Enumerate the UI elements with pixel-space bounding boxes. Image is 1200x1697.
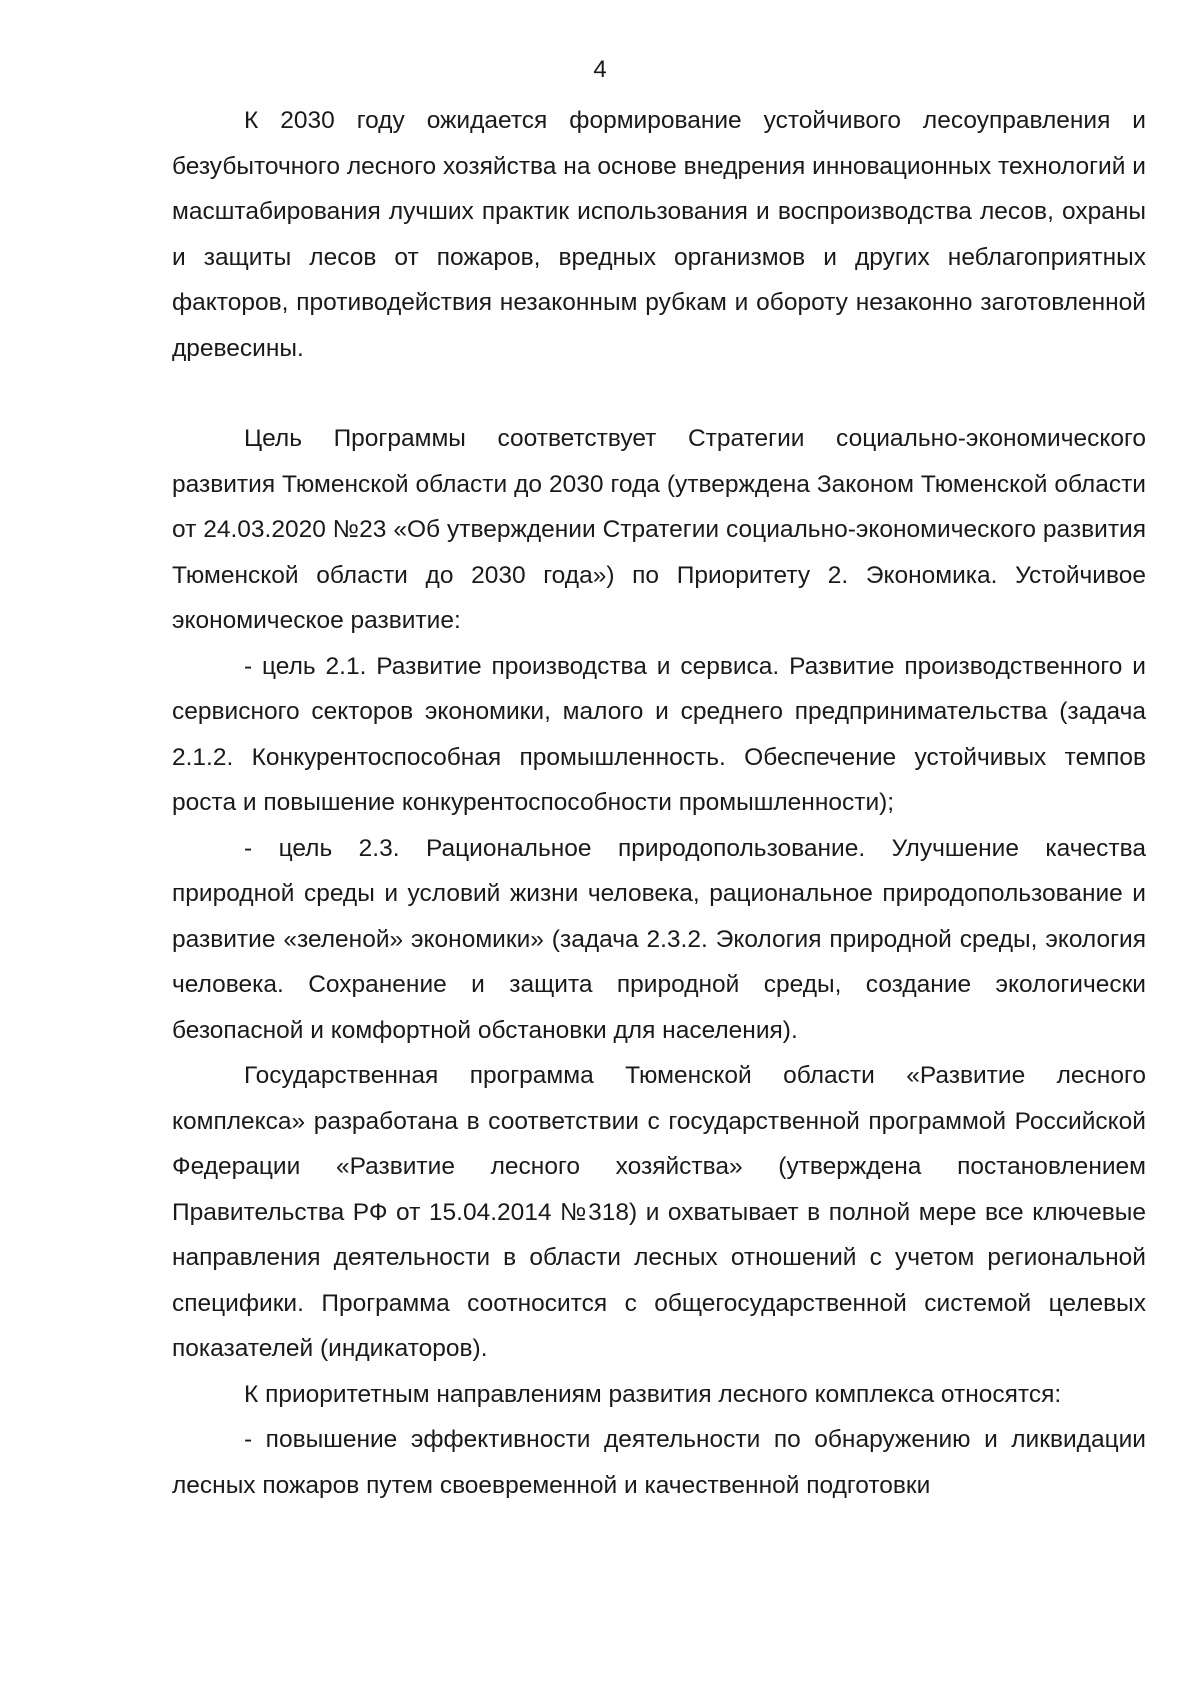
list-item-goal-2-1: - цель 2.1. Развитие производства и сервиса. Развитие производственного и сервисного секторов экономики, малого и среднего предпринимательства (задача 2.1.2. Конкурентоспособная промышленность. Обеспечение устойчивых темпов роста и повышение конкурентоспособности промышленности); bbox=[172, 652, 1146, 816]
page-number: 4 bbox=[593, 56, 607, 83]
paragraph-forecast-2030: К 2030 году ожидается формирование устойчивого лесоуправления и безубыточного лесного хозяйства на основе внедрения инновационных технологий и масштабирования лучших практик использования и воспроизводства лесов, охраны и защиты лесов от пожаров, вредных организмов и других неблагоприятных факторов, противодействия незаконным рубкам и обороту незаконно заготовленной древесины. bbox=[172, 107, 1146, 362]
document-body bbox=[172, 98, 1146, 1508]
paragraph-program-goal: Цель Программы соответствует Стратегии социально-экономического развития Тюменской области до 2030 года (утверждена Законом Тюменской области от 24.03.2020 №23 «Об утверждении Стратегии социально-экономического развития Тюменской области до 2030 года») по Приоритету 2. Экономика. Устойчивое экономическое развитие: bbox=[172, 425, 1146, 634]
list-item-fire-efficiency: - повышение эффективности деятельности по обнаружению и ликвидации лесных пожаров путем своевременной и качественной подготовки bbox=[172, 1426, 1146, 1499]
paragraph-priority-directions: К приоритетным направлениям развития лесного комплекса относятся: bbox=[244, 1380, 1062, 1408]
paragraph-state-program: Государственная программа Тюменской области «Развитие лесного комплекса» разработана в соответствии с государственной программой Российской Федерации «Развитие лесного хозяйства» (утверждена постановлением Правительства РФ от 15.04.2014 №318) и охватывает в полной мере все ключевые направления деятельности в области лесных отношений с учетом региональной специфики. Программа соотносится с общегосударственной системой целевых показателей (индикаторов). bbox=[172, 1062, 1146, 1362]
list-item-goal-2-3: - цель 2.3. Рациональное природопользование. Улучшение качества природной среды и условий жизни человека, рациональное природопользование и развитие «зеленой» экономики» (задача 2.3.2. Экология природной среды, экология человека. Сохранение и защита природной среды, создание экологически безопасной и комфортной обстановки для населения). bbox=[172, 834, 1146, 1044]
